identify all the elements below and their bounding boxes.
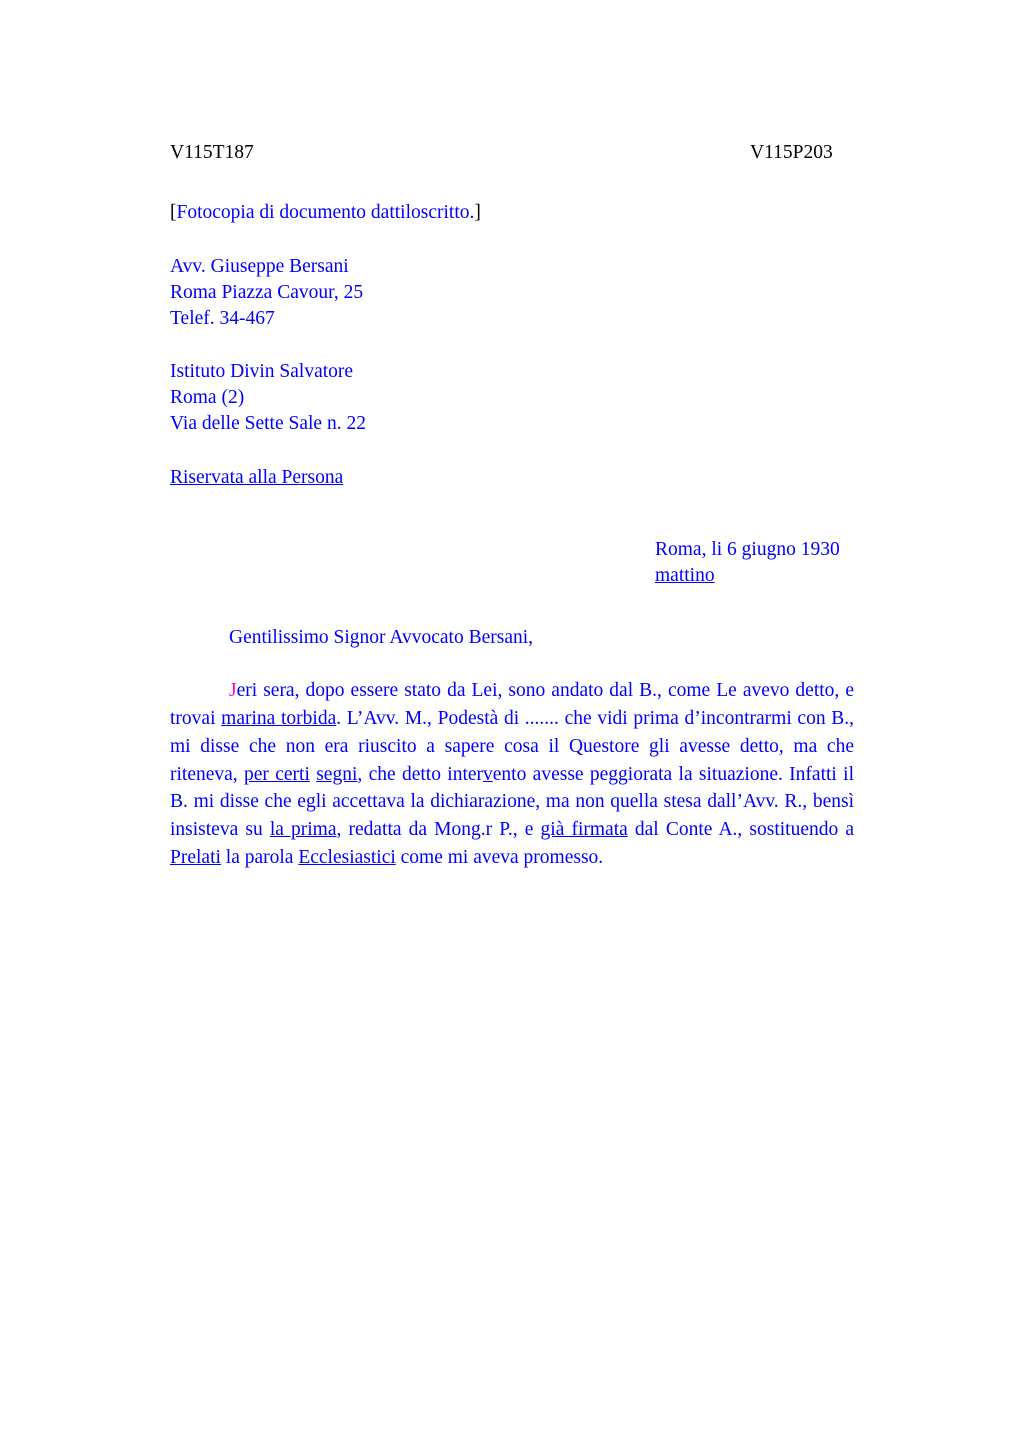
header-left-code: V115T187 (170, 142, 254, 163)
body-seg-6: , redatta da Mong.r P., e (336, 819, 541, 841)
letter-body-paragraph (170, 677, 854, 872)
body-seg-8: la parola (220, 847, 299, 869)
recipient-city: Roma (2) (170, 387, 245, 409)
body-seg-4: , che detto inter (357, 763, 484, 785)
body-underline-5: la prima (269, 819, 337, 841)
sender-phone: Telef. 34-467 (170, 307, 275, 329)
note-text: Fotocopia di documento dattiloscritto. (176, 201, 475, 223)
body-underline-2: per certi (244, 763, 310, 785)
recipient-block (170, 359, 854, 437)
date-time-of-day: mattino (655, 565, 715, 587)
body-underline-6: già firmata (540, 819, 628, 841)
editorial-note (170, 200, 854, 226)
body-underline-1: marina torbida (221, 707, 337, 729)
drop-cap: J (229, 679, 237, 701)
note-open-bracket: [ (170, 201, 177, 223)
note-close-bracket: ] (474, 201, 481, 223)
body-seg-5: ento avesse peggiorata la situazione. Infatti il B. mi disse che egli accettava la dichiarazione, ma non quella stesa dall’Avv. R., bensì insisteva su (170, 763, 854, 841)
recipient-street: Via delle Sette Sale n. 22 (170, 413, 366, 435)
confidential-label (170, 465, 854, 491)
recipient-name: Istituto Divin Salvatore (170, 361, 354, 383)
body-seg-7: dal Conte A., sostituendo a (627, 819, 854, 841)
date-line: Roma, li 6 giugno 1930 (655, 539, 840, 561)
document-header (170, 140, 854, 166)
sender-name: Avv. Giuseppe Bersani (170, 255, 349, 277)
sender-block (170, 254, 854, 332)
body-underline-7: Prelati (170, 847, 221, 869)
body-underline-8: Ecclesiastici (298, 847, 396, 869)
body-underline-4: v (483, 763, 493, 785)
body-seg-9: come mi aveva promesso. (395, 847, 604, 869)
salutation: Gentilissimo Signor Avvocato Bersani, (229, 626, 534, 648)
body-seg-1: eri sera, dopo essere stato da Lei, sono andato dal B., come Le avevo detto, e trovai (170, 679, 854, 729)
confidential-label-text: Riservata alla Persona (170, 467, 344, 489)
body-seg-2: . L’Avv. M., Podestà di ....... che vidi prima d’incontrarmi con B., mi disse che non era riuscito a sapere cosa il Questore gli avesse detto, ma che riteneva, (170, 707, 855, 785)
header-right-code: V115P203 (750, 142, 833, 163)
body-underline-3: segni (316, 763, 358, 785)
sender-address: Roma Piazza Cavour, 25 (170, 281, 364, 303)
date-block (655, 537, 854, 589)
